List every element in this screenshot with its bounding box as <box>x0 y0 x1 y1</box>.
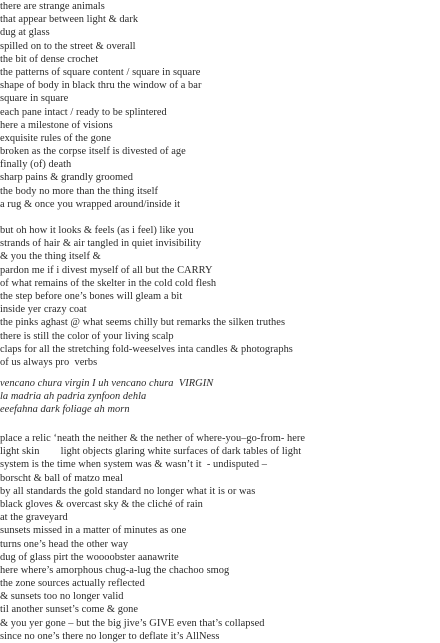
poem-line: there is still the color of your living scalp <box>0 330 174 342</box>
stanza-1 <box>0 0 201 211</box>
poem-line: borscht & ball of matzo meal <box>0 472 123 484</box>
stanza-4 <box>0 432 305 643</box>
poem-line: & you the thing itself & <box>0 251 101 263</box>
poem-line: sunsets missed in a matter of minutes as one <box>0 525 187 537</box>
poem-line: finally (of) death <box>0 159 72 171</box>
poem-line: the body no more than the thing itself <box>0 185 159 197</box>
poem-line: at the graveyard <box>0 512 68 524</box>
poem-line: system is the time when system was & wasn’t it - undisputed – <box>0 459 267 471</box>
poem-line: pardon me if i divest myself of all but the CARRY <box>0 264 213 276</box>
poem-line: the patterns of square content / square in square <box>0 66 201 78</box>
poem-line: a rug & once you wrapped around/inside it <box>0 198 181 210</box>
poem-line: here where’s amorphous chug-a-lug the chachoo smog <box>0 564 230 576</box>
poem-line: place a relic ‘neath the neither & the nether of where-you–go-from- here <box>0 433 306 444</box>
poem-line: square in square <box>0 93 69 105</box>
poem-line: claps for all the stretching fold-weeselves inta candles & photographs <box>0 343 293 355</box>
poem-line: broken as the corpse itself is divested of age <box>0 146 186 158</box>
poem-line: of what remains of the skelter in the cold cold flesh <box>0 277 217 289</box>
poem-line: spilled on to the street & overall <box>0 40 136 52</box>
poem-line: each pane intact / ready to be splintered <box>0 106 167 118</box>
poem-line: light skin light objects glaring white surfaces of dark tables of light <box>0 446 302 458</box>
poem-line: that appear between light & dark <box>0 14 139 26</box>
poem-line: shape of body in black thru the window of a bar <box>0 80 202 92</box>
stanza-2 <box>0 224 293 369</box>
poem-line: eeefahna dark foliage ah morn <box>0 404 130 416</box>
poem-line: since no one’s there no longer to deflate it’s AllNess <box>0 630 220 642</box>
poem-line: here a milestone of visions <box>0 119 113 131</box>
poem-line: by all standards the gold standard no longer what it is or was <box>0 485 256 497</box>
poem-line: dug of glass pirt the woooobster aanawrite <box>0 551 179 563</box>
poem-line: til another sunset’s come & gone <box>0 604 139 616</box>
stanza-3-italic <box>0 377 213 417</box>
poem-line: inside yer crazy coat <box>0 304 87 316</box>
poem-line: the zone sources actually reflected <box>0 578 145 590</box>
poem-line: la madria ah padria zynfoon dehla <box>0 391 147 403</box>
poem-line: of us always pro verbs <box>0 356 98 368</box>
poem-line: sharp pains & grandly groomed <box>0 172 134 184</box>
poem-line: strands of hair & air tangled in quiet invisibility <box>0 238 202 250</box>
poem-line: black gloves & overcast sky & the cliché of rain <box>0 498 203 510</box>
poem-line: the step before one’s bones will gleam a bit <box>0 290 183 302</box>
poem-line: there are strange animals <box>0 1 105 12</box>
poem-line: but oh how it looks & feels (as i feel) like you <box>0 225 194 236</box>
poem-line: & sunsets too no longer valid <box>0 591 124 603</box>
poem-line: turns one’s head the other way <box>0 538 129 550</box>
poem-line: & you yer gone – but the big jive’s GIVE even that’s collapsed <box>0 617 265 629</box>
poem-line: vencano chura virgin I uh vencano chura VIRGIN <box>0 378 214 389</box>
poem-line: the bit of dense crochet <box>0 53 99 65</box>
poem-line: the pinks aghast @ what seems chilly but remarks the silken truthes <box>0 317 286 329</box>
poem-line: dug at glass <box>0 27 50 39</box>
poem-line: exquisite rules of the gone <box>0 132 111 144</box>
